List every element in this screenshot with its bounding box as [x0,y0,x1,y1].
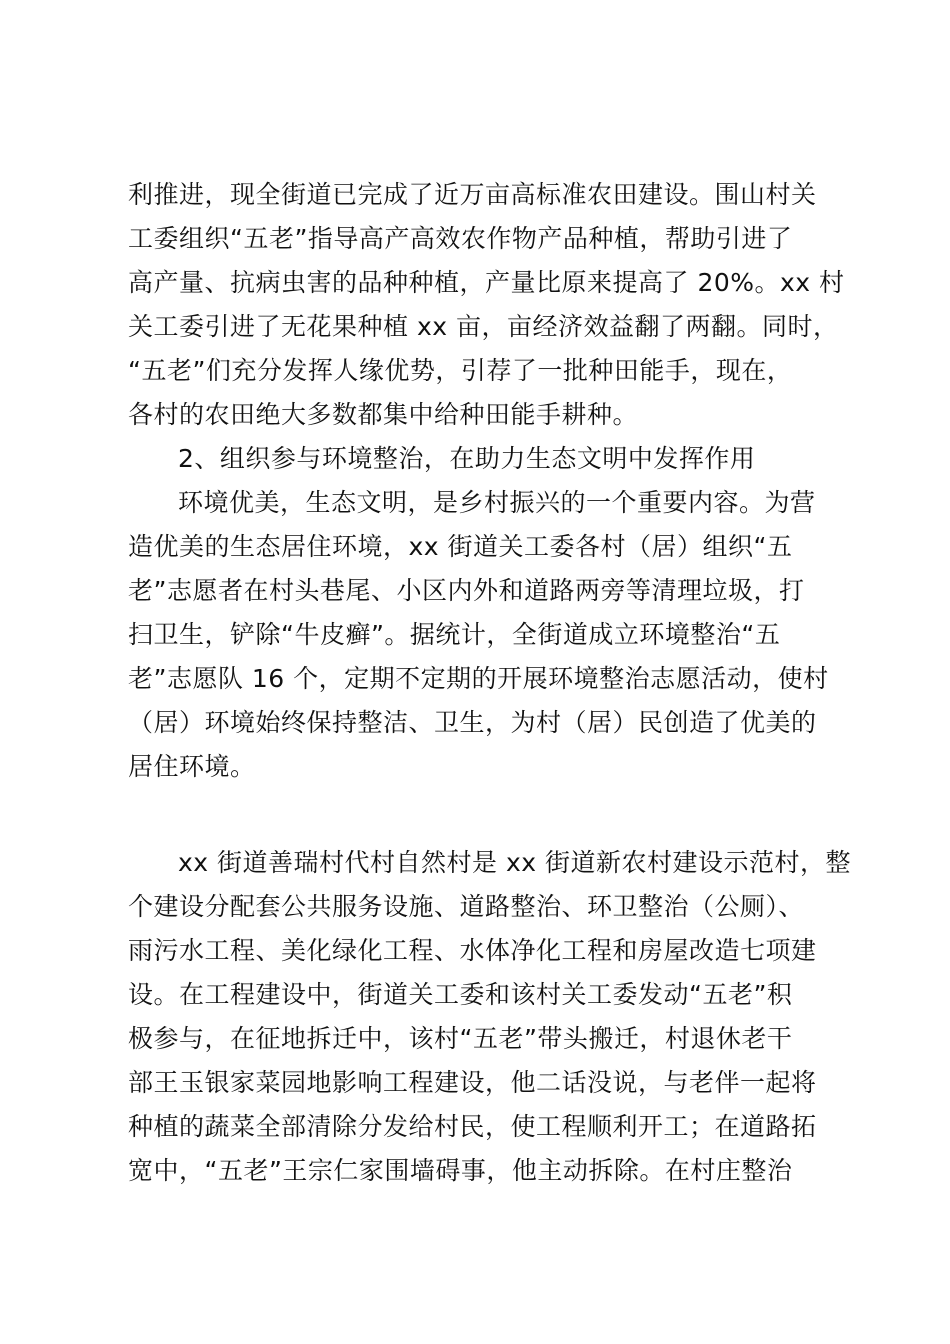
text-line: “五老”们充分发挥人缘优势，引荐了一批种田能手，现在， [128,356,793,385]
text-line: 部王玉银家菜园地影响工程建设，他二话没说，与老伴一起将 [128,1068,817,1097]
paragraph-model-village [128,841,852,1193]
text-line: 高产量、抗病虫害的品种种植，产量比原来提高了 20%。xx 村 [128,268,845,297]
text-line: 个建设分配套公共服务设施、道路整治、环卫整治（公厕）、 [128,892,805,921]
text-line: 关工委引进了无花果种植 xx 亩，亩经济效益翻了两翻。同时， [128,312,839,341]
text-line: 工委组织“五老”指导高产高效农作物产品种植，帮助引进了 [128,224,793,253]
text-line: xx 街道善瑞村代村自然村是 xx 街道新农村建设示范村，整 [178,848,852,877]
text-line: 扫卫生，铲除“牛皮癣”。据统计，全街道成立环境整治“五 [128,620,781,649]
text-line: 雨污水工程、美化绿化工程、水体净化工程和房屋改造七项建 [128,936,817,965]
text-line: 居住环境。 [128,752,256,781]
text-line: 利推进，现全街道已完成了近万亩高标准农田建设。围山村关 [128,180,817,209]
section-heading: 2、组织参与环境整治，在助力生态文明中发挥作用 [178,444,756,473]
document-body [128,173,852,1193]
paragraph-environment [128,481,834,789]
text-line: （居）环境始终保持整洁、卫生，为村（居）民创造了优美的 [128,708,817,737]
text-line: 极参与，在征地拆迁中，该村“五老”带头搬迁，村退休老干 [128,1024,793,1053]
paragraph-spacer [128,789,834,841]
paragraph-agriculture [128,173,845,437]
text-line: 环境优美，生态文明，是乡村振兴的一个重要内容。为营 [178,488,816,517]
text-line: 老”志愿队 16 个，定期不定期的开展环境整治志愿活动，使村 [128,664,829,693]
text-line: 宽中，“五老”王宗仁家围墙碍事，他主动拆除。在村庄整治 [128,1156,793,1185]
text-line: 老”志愿者在村头巷尾、小区内外和道路两旁等清理垃圾，打 [128,576,805,605]
text-line: 各村的农田绝大多数都集中给种田能手耕种。 [128,400,639,429]
text-line: 造优美的生态居住环境，xx 街道关工委各村（居）组织“五 [128,532,793,561]
text-line: 种植的蔬菜全部清除分发给村民，使工程顺利开工；在道路拓 [128,1112,817,1141]
text-line: 设。在工程建设中，街道关工委和该村关工委发动“五老”积 [128,980,793,1009]
